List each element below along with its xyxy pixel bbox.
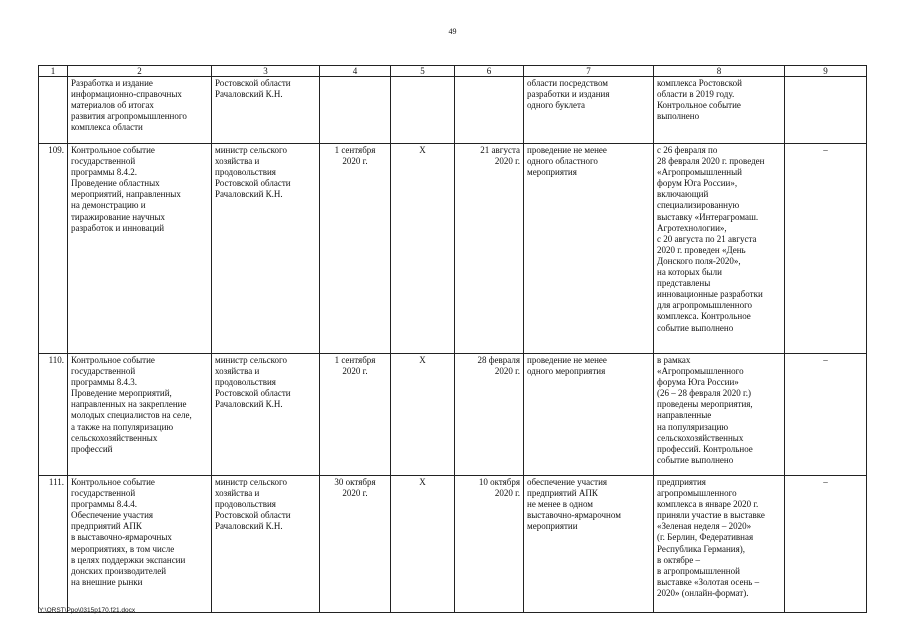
actual-result-cell: в рамках «Агропромышленного форума Юга России» (26 – 28 февраля 2020 г.) проведены мероприятия, направленные на популяризацию сельскохозяйственных профессий. Контрольное событие выполнено bbox=[654, 354, 785, 476]
event-name-cell: Контрольное событие государственной программы 8.4.2. Проведение областных мероприятий, направленных на демонстрацию и тиражирование научных разработок и инноваций bbox=[68, 144, 212, 354]
column-9-cell: – bbox=[785, 354, 867, 476]
header-cell: 6 bbox=[455, 66, 524, 77]
responsible-cell: министр сельского хозяйства и продовольствия Ростовской области Рачаловский К.Н. bbox=[212, 476, 320, 613]
column-5-cell bbox=[391, 77, 455, 144]
header-cell: 2 bbox=[68, 66, 212, 77]
header-row bbox=[39, 66, 867, 77]
header-cell: 5 bbox=[391, 66, 455, 77]
header-cell: 1 bbox=[39, 66, 68, 77]
report-table bbox=[38, 65, 867, 613]
row-number-cell bbox=[39, 77, 68, 144]
event-name-cell: Разработка и издание информационно-справочных материалов об итогах развития агропромышленного комплекса области bbox=[68, 77, 212, 144]
plan-date-cell: 30 октября 2020 г. bbox=[320, 476, 391, 613]
header-cell: 4 bbox=[320, 66, 391, 77]
header-cell: 9 bbox=[785, 66, 867, 77]
column-5-cell: Х bbox=[391, 476, 455, 613]
actual-date-cell: 10 октября 2020 г. bbox=[455, 476, 524, 613]
responsible-cell: министр сельского хозяйства и продовольствия Ростовской области Рачаловский К.Н. bbox=[212, 354, 320, 476]
expected-result-cell: области посредством разработки и издания одного буклета bbox=[524, 77, 654, 144]
row-number-cell: 109. bbox=[39, 144, 68, 354]
column-9-cell bbox=[785, 77, 867, 144]
actual-result-cell: предприятия агропромышленного комплекса в январе 2020 г. приняли участие в выставке «Зеленая неделя – 2020» (г. Берлин, Федеративная Республика Германия), в октябре – в агропромышленной выставке «Золотая осень – 2020» (онлайн-формат). bbox=[654, 476, 785, 613]
header-cell: 3 bbox=[212, 66, 320, 77]
table-row bbox=[39, 476, 867, 613]
event-name-cell: Контрольное событие государственной программы 8.4.4. Обеспечение участия предприятий АПК в выставочно-ярмарочных мероприятиях, в том числе в целях поддержки экспансии донских производителей на внешние рынки bbox=[68, 476, 212, 613]
table-row bbox=[39, 144, 867, 354]
column-9-cell: – bbox=[785, 476, 867, 613]
page-number: 49 bbox=[448, 27, 457, 36]
event-name-cell: Контрольное событие государственной программы 8.4.3. Проведение мероприятий, направленных на закрепление молодых специалистов на селе, а также на популяризацию сельскохозяйственных профессий bbox=[68, 354, 212, 476]
header-cell: 8 bbox=[654, 66, 785, 77]
expected-result-cell: обеспечение участия предприятий АПК не менее в одном выставочно-ярмарочном мероприятии bbox=[524, 476, 654, 613]
column-9-cell: – bbox=[785, 144, 867, 354]
responsible-cell: министр сельского хозяйства и продовольствия Ростовской области Рачаловский К.Н. bbox=[212, 144, 320, 354]
table-row bbox=[39, 77, 867, 144]
actual-result-cell: с 26 февраля по 28 февраля 2020 г. проведен «Агропромышленный форум Юга России», включающий специализированную выставку «Интерагромаш. Агротехнологии», с 20 августа по 21 августа 2020 г. проведен «День Донского поля-2020», на которых были представлены инновационные разработки для агропромышленного комплекса. Контрольное событие выполнено bbox=[654, 144, 785, 354]
plan-date-cell: 1 сентября 2020 г. bbox=[320, 144, 391, 354]
actual-date-cell: 21 августа 2020 г. bbox=[455, 144, 524, 354]
actual-date-cell: 28 февраля 2020 г. bbox=[455, 354, 524, 476]
plan-date-cell: 1 сентября 2020 г. bbox=[320, 354, 391, 476]
column-5-cell: Х bbox=[391, 144, 455, 354]
plan-date-cell bbox=[320, 77, 391, 144]
file-path-footer: Y:\ORST\Ppo\0315p170.f21.docx bbox=[39, 607, 136, 614]
expected-result-cell: проведение не менее одного мероприятия bbox=[524, 354, 654, 476]
row-number-cell: 110. bbox=[39, 354, 68, 476]
expected-result-cell: проведение не менее одного областного мероприятия bbox=[524, 144, 654, 354]
responsible-cell: Ростовской области Рачаловский К.Н. bbox=[212, 77, 320, 144]
header-cell: 7 bbox=[524, 66, 654, 77]
row-number-cell: 111. bbox=[39, 476, 68, 613]
table-row bbox=[39, 354, 867, 476]
actual-date-cell bbox=[455, 77, 524, 144]
column-5-cell: Х bbox=[391, 354, 455, 476]
actual-result-cell: комплекса Ростовской области в 2019 году. Контрольное событие выполнено bbox=[654, 77, 785, 144]
